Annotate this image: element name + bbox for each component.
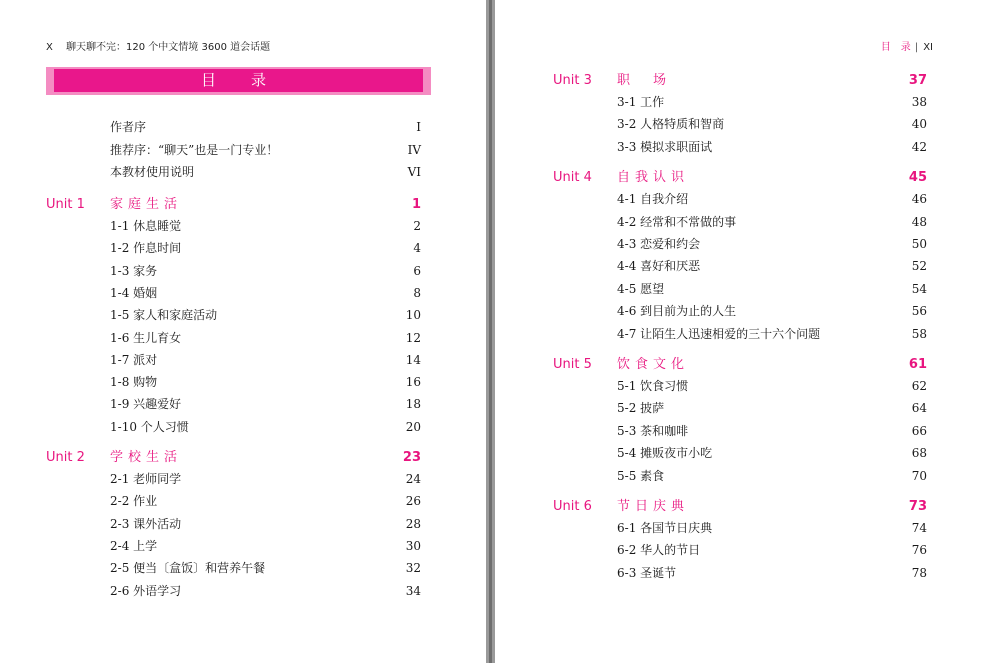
toc-page-number: 76 (911, 543, 927, 558)
toc-entry-row[interactable] (553, 564, 927, 582)
toc-entry-row[interactable] (553, 115, 927, 133)
toc-page-number: 24 (405, 472, 421, 486)
toc-entry-row[interactable] (553, 257, 927, 275)
toc-entry-label: 推荐序：“聊天”也是一门专业！ (110, 142, 279, 157)
toc-page-number: 18 (405, 397, 421, 412)
unit-title: 自我认识 (617, 170, 690, 186)
toc-page-number: 56 (911, 304, 927, 319)
toc-entry-row[interactable] (46, 515, 421, 533)
unit-tag: Unit 2 (46, 450, 85, 465)
toc-entry-row[interactable] (553, 235, 927, 253)
unit-title: 职 场 (617, 73, 672, 88)
toc-entry-row[interactable] (553, 302, 927, 320)
toc-entry-row[interactable] (46, 582, 421, 600)
toc-entry-label: 5-5 素食 (617, 468, 665, 483)
toc-entry-label: 6-2 华人的节日 (617, 543, 701, 558)
toc-entry-row[interactable] (46, 373, 421, 391)
toc-entry-label: 作者序 (110, 120, 147, 134)
toc-entry-label: 6-3 圣诞节 (617, 565, 677, 580)
toc-entry-row[interactable] (46, 537, 421, 555)
toc-page-number: 64 (911, 401, 927, 416)
toc-entry-label: 4-3 恋爱和约会 (617, 237, 701, 251)
toc-entry-row[interactable] (553, 377, 927, 395)
toc-page-number: 61 (908, 357, 927, 372)
toc-title-banner (46, 67, 431, 95)
right-page (495, 0, 985, 663)
toc-unit-row[interactable] (553, 356, 927, 374)
toc-entry-label: 6-1 各国节日庆典 (617, 521, 713, 535)
toc-page-number: 50 (911, 237, 927, 251)
toc-entry-row[interactable] (46, 118, 421, 136)
unit-tag: Unit 4 (553, 170, 592, 186)
toc-unit-row[interactable] (46, 196, 421, 214)
toc-entry-label: 5-2 披萨 (617, 401, 665, 416)
toc-page-number: 68 (911, 446, 927, 461)
header-toc-label: 目 录 (880, 42, 911, 53)
toc-page-number: 54 (911, 281, 927, 296)
toc-entry-label: 3-2 人格特质和智商 (617, 117, 725, 132)
toc-unit-row[interactable] (46, 449, 421, 467)
toc-entry-row[interactable] (46, 418, 421, 436)
toc-entry-row[interactable] (553, 399, 927, 417)
toc-entry-label: 1-6 生儿育女 (110, 330, 182, 345)
header-separator: | (914, 42, 919, 53)
toc-entry-label: 4-2 经常和不常做的事 (617, 214, 737, 229)
toc-entry-label: 2-1 老师同学 (110, 472, 182, 486)
toc-page-number: 32 (405, 561, 421, 576)
toc-entry-label: 4-4 喜好和厌恶 (617, 259, 701, 274)
toc-page-number: 16 (405, 375, 421, 390)
toc-page-number: 78 (911, 565, 927, 580)
unit-title: 节日庆典 (617, 499, 690, 514)
toc-page-number: 1 (411, 197, 421, 212)
toc-entry-row[interactable] (46, 395, 421, 413)
toc-entry-row[interactable] (46, 329, 421, 347)
toc-entry-row[interactable] (553, 138, 927, 156)
toc-page-number: IV (407, 142, 421, 157)
toc-unit-row[interactable] (553, 169, 927, 187)
toc-page-number: 8 (413, 285, 421, 300)
toc-page-number: 30 (405, 538, 421, 553)
toc-page-number: 52 (911, 259, 927, 274)
toc-entry-row[interactable] (553, 280, 927, 298)
toc-entry-label: 5-1 饮食习惯 (617, 379, 689, 393)
toc-entry-label: 2-2 作业 (110, 494, 158, 509)
book-title: 聊天聊不完：120 个中文情境 3600 道会话题 (66, 42, 271, 53)
toc-entry-label: 4-6 到目前为止的人生 (617, 304, 737, 319)
toc-entry-row[interactable] (553, 213, 927, 231)
toc-page-number: 45 (908, 170, 927, 186)
toc-entry-row[interactable] (553, 190, 927, 208)
toc-page-number: 4 (413, 241, 421, 256)
toc-page-number: 2 (413, 219, 421, 233)
toc-entry-label: 1-1 休息睡觉 (110, 219, 182, 233)
toc-entry-row[interactable] (46, 217, 421, 235)
right-page-number: XI (923, 42, 933, 53)
left-page-header (46, 38, 270, 53)
toc-page-number: I (416, 120, 421, 134)
toc-entry-row[interactable] (46, 351, 421, 369)
toc-page-number: 48 (911, 214, 927, 229)
unit-title: 饮食文化 (617, 357, 690, 372)
toc-entry-row[interactable] (46, 559, 421, 577)
toc-entry-row[interactable] (553, 444, 927, 462)
toc-page-number: 20 (405, 419, 421, 434)
toc-page-number: VI (407, 165, 421, 179)
toc-entry-row[interactable] (46, 262, 421, 280)
toc-entry-row[interactable] (553, 541, 927, 559)
unit-title: 家庭生活 (110, 197, 183, 212)
toc-entry-label: 4-7 让陌生人迅速相爱的三十六个问题 (617, 326, 821, 341)
toc-page-number: 6 (413, 263, 421, 278)
toc-page-number: 40 (911, 117, 927, 132)
toc-page-number: 23 (402, 450, 421, 465)
toc-page-number: 46 (911, 192, 927, 207)
toc-entry-row[interactable] (553, 467, 927, 485)
toc-page-number: 28 (405, 516, 421, 531)
toc-entry-label: 本教材使用说明 (110, 165, 195, 179)
toc-entry-label: 2-3 课外活动 (110, 516, 182, 531)
toc-entry-label: 5-4 摊贩夜市小吃 (617, 446, 713, 461)
toc-entry-row[interactable] (46, 470, 421, 488)
toc-entry-row[interactable] (46, 163, 421, 181)
toc-entry-label: 1-4 婚姻 (110, 285, 158, 300)
toc-unit-row[interactable] (553, 498, 927, 516)
toc-page-number: 74 (911, 521, 927, 535)
toc-entry-row[interactable] (46, 239, 421, 257)
toc-entry-label: 1-7 派对 (110, 352, 158, 367)
toc-entry-row[interactable] (553, 93, 927, 111)
left-page (0, 0, 486, 663)
toc-entry-label: 1-5 家人和家庭活动 (110, 308, 218, 323)
toc-entry-label: 4-5 愿望 (617, 281, 665, 296)
unit-tag: Unit 1 (46, 197, 85, 212)
toc-page-number: 37 (908, 73, 927, 88)
toc-entry-row[interactable] (46, 284, 421, 302)
toc-page-number: 58 (911, 326, 927, 341)
toc-entry-label: 3-3 模拟求职面试 (617, 139, 713, 154)
toc-page-number: 34 (405, 583, 421, 598)
toc-unit-row[interactable] (553, 72, 927, 90)
toc-page-number: 73 (908, 499, 927, 514)
toc-entry-label: 2-5 便当〔盒饭〕和营养午餐 (110, 561, 266, 576)
toc-entry-row[interactable] (553, 519, 927, 537)
left-page-number: X (46, 42, 53, 53)
toc-page-number: 10 (405, 308, 421, 323)
toc-entry-label: 1-9 兴趣爱好 (110, 397, 182, 412)
toc-entry-row[interactable] (46, 141, 421, 159)
unit-tag: Unit 3 (553, 73, 592, 88)
toc-page-number: 14 (405, 352, 421, 367)
page-gutter (486, 0, 495, 663)
toc-entry-row[interactable] (553, 325, 927, 343)
toc-page-number: 62 (911, 379, 927, 393)
toc-entry-label: 3-1 工作 (617, 95, 665, 109)
toc-entry-label: 2-6 外语学习 (110, 583, 182, 598)
toc-title: 目 录 (54, 69, 423, 92)
toc-entry-label: 1-2 作息时间 (110, 241, 182, 256)
toc-entry-row[interactable] (553, 422, 927, 440)
toc-page-number: 12 (405, 330, 421, 345)
toc-entry-label: 1-3 家务 (110, 263, 158, 278)
toc-page-number: 26 (405, 494, 421, 509)
toc-page-number: 70 (911, 468, 927, 483)
toc-entry-row[interactable] (46, 492, 421, 510)
unit-title: 学校生活 (110, 450, 183, 465)
toc-entry-label: 2-4 上学 (110, 538, 158, 553)
toc-entry-label: 1-10 个人习惯 (110, 419, 189, 434)
toc-page-number: 66 (911, 423, 927, 438)
toc-page-number: 42 (911, 139, 927, 154)
unit-tag: Unit 6 (553, 499, 592, 514)
unit-tag: Unit 5 (553, 357, 592, 372)
toc-entry-label: 5-3 茶和咖啡 (617, 423, 689, 438)
toc-entry-row[interactable] (46, 306, 421, 324)
toc-page-number: 38 (911, 95, 927, 109)
right-page-header (881, 38, 933, 53)
toc-entry-label: 1-8 购物 (110, 375, 158, 390)
toc-entry-label: 4-1 自我介绍 (617, 192, 689, 207)
